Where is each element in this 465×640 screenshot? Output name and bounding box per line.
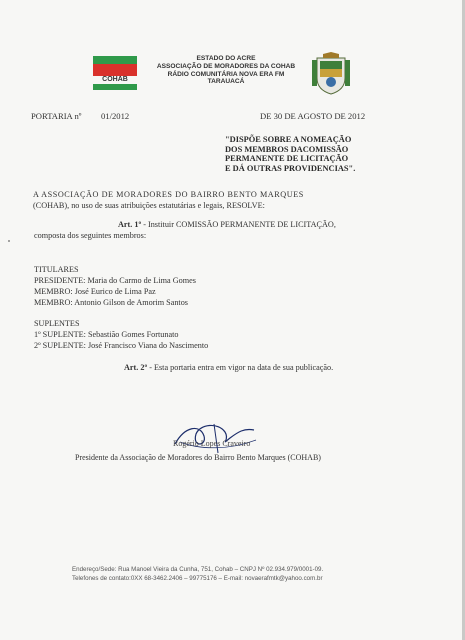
portaria-number: 01/2012 (101, 111, 130, 121)
flag-label: COHAB (93, 76, 137, 84)
article-1-text: - Instituir COMISSÃO PERMANENTE DE LICITAÇÃO, (141, 220, 336, 229)
article-2-text: - Esta portaria entra em vigor na data de sua publicação. (147, 363, 334, 372)
member-1: MEMBRO: José Eurico de Lima Paz (34, 287, 156, 296)
ementa (225, 135, 385, 173)
handwritten-signature (170, 420, 260, 455)
footer-contact (72, 566, 392, 583)
suplentes-heading: SUPLENTES (34, 319, 80, 328)
member-2: MEMBRO: Antonio Gilson de Amorim Santos (34, 298, 188, 307)
member-presidente: PRESIDENTE: Maria do Carmo de Lima Gomes (34, 276, 196, 285)
ementa-line: "DISPÕE SOBRE A NOMEAÇÃO (225, 135, 352, 144)
letterhead-city: TARAUACÁ (207, 78, 245, 86)
signatory-role: Presidente da Associação de Moradores do Bairro Bento Marques (COHAB) (75, 453, 321, 462)
members-list (34, 264, 196, 308)
substitute-1: 1º SUPLENTE: Sebastião Gomes Fortunato (34, 330, 179, 339)
flag-green-stripe (93, 56, 137, 64)
signatory-name: Rogério Lopes Craveiro (173, 439, 251, 448)
intro-line: A ASSOCIAÇÃO DE MORADORES DO BAIRRO BENTO MARQUES (33, 190, 304, 199)
article-2 (124, 362, 333, 373)
intro-paragraph (33, 189, 393, 211)
letterhead (140, 55, 312, 86)
article-1-continuation: composta dos seguintes membros: (34, 231, 147, 240)
scan-speck (8, 240, 10, 242)
portaria-date: DE 30 DE AGOSTO DE 2012 (260, 111, 366, 121)
cohab-flag-logo (93, 56, 137, 90)
article-1 (118, 219, 336, 230)
substitute-2: 2º SUPLENTE: José Francisco Viana do Nascimento (34, 341, 209, 350)
ementa-line: E DÁ OUTRAS PROVIDENCIAS". (225, 163, 356, 173)
intro-line: (COHAB), no uso de suas atribuições estatutárias e legais, RESOLVE: (33, 201, 265, 210)
letterhead-state: ESTADO DO ACRE (196, 55, 256, 62)
footer-phones: Telefones de contato:0XX 68-3462.2406 – 99775176 – E-mail: novaerafmtk@yahoo.com.br (72, 574, 323, 582)
letterhead-radio: RÁDIO COMUNITÁRIA NOVA ERA FM (167, 70, 285, 78)
municipal-crest-icon (311, 52, 351, 96)
substitutes-list (34, 318, 208, 351)
article-1-label: Art. 1º (118, 220, 142, 229)
footer-address: Endereço/Sede: Rua Manoel Vieira da Cunha, 751, Cohab – CNPJ Nº 02.934.979/0001-09. (72, 566, 324, 573)
article-2-label: Art. 2º (124, 363, 148, 372)
letterhead-association: ASSOCIAÇÃO DE MORADORES DA COHAB (156, 62, 296, 70)
flag-green-stripe-bottom (93, 84, 137, 90)
ementa-line: PERMANENTE DE LICITAÇÃO (225, 154, 349, 164)
portaria-label: PORTARIA nº (31, 111, 82, 121)
ementa-line: DOS MEMBROS DACOMISSÃO (225, 144, 349, 154)
titulares-heading: TITULARES (34, 265, 79, 274)
flag-red-stripe (93, 64, 137, 76)
